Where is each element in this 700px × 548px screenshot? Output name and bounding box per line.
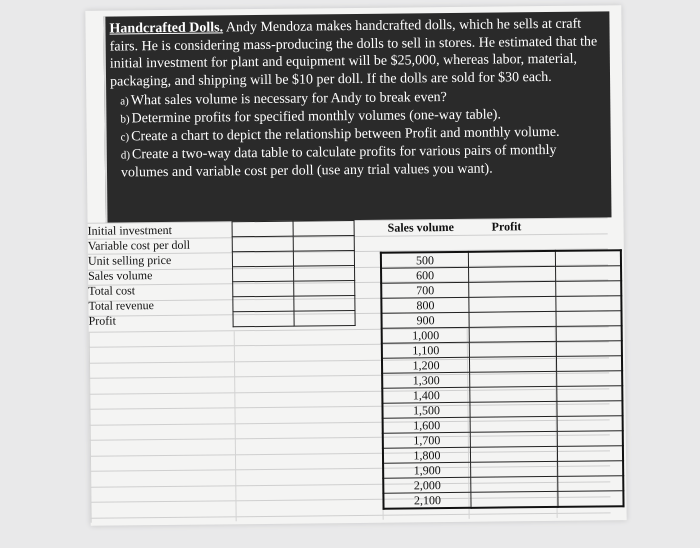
sales-volume-cell[interactable]: 600 bbox=[381, 267, 469, 283]
blank-cell[interactable] bbox=[557, 401, 623, 417]
sales-volume-cell[interactable]: 1,700 bbox=[383, 432, 471, 448]
blank-cell[interactable] bbox=[556, 281, 622, 297]
blank-cell[interactable] bbox=[558, 476, 624, 492]
input-cell[interactable] bbox=[232, 236, 293, 252]
sales-volume-cell[interactable]: 700 bbox=[381, 282, 469, 298]
blank-cell[interactable] bbox=[557, 416, 623, 432]
sales-volume-cell[interactable]: 1,100 bbox=[382, 342, 470, 358]
input-cell[interactable] bbox=[233, 266, 294, 282]
problem-title: Handcrafted Dolls. bbox=[109, 20, 224, 37]
input-cell[interactable] bbox=[233, 281, 294, 297]
label-unit-price: Unit selling price bbox=[87, 252, 172, 268]
sales-volume-cell[interactable]: 800 bbox=[381, 297, 469, 313]
profit-cell[interactable] bbox=[469, 281, 556, 297]
profit-cell[interactable] bbox=[471, 491, 558, 507]
profit-cell[interactable] bbox=[469, 266, 556, 282]
label-profit: Profit bbox=[88, 313, 116, 328]
sales-volume-cell[interactable]: 1,000 bbox=[382, 327, 470, 343]
input-cell[interactable] bbox=[233, 296, 294, 312]
profit-cell[interactable] bbox=[469, 311, 556, 327]
blank-cell[interactable] bbox=[558, 461, 624, 477]
profit-cell[interactable] bbox=[469, 341, 556, 357]
model-input-cells bbox=[232, 220, 356, 327]
model-labels bbox=[88, 222, 239, 329]
question-b: b) Determine profits for specified monthly volumes (one-way table). bbox=[120, 107, 502, 127]
label-sales-volume: Sales volume bbox=[88, 268, 153, 283]
input-cell[interactable] bbox=[232, 221, 293, 237]
input-cell[interactable] bbox=[233, 311, 294, 327]
sales-volume-cell[interactable]: 2,000 bbox=[383, 477, 471, 493]
input-cell[interactable] bbox=[294, 296, 355, 312]
sales-volume-cell[interactable]: 1,200 bbox=[382, 357, 470, 373]
input-cell[interactable] bbox=[293, 251, 354, 267]
blank-cell[interactable] bbox=[556, 326, 622, 342]
profit-cell[interactable] bbox=[471, 476, 558, 492]
problem-statement bbox=[103, 11, 611, 222]
blank-cell[interactable] bbox=[557, 371, 623, 387]
label-total-cost: Total cost bbox=[88, 283, 136, 298]
question-a: a) What sales volume is necessary for Andy to break even? bbox=[120, 90, 447, 109]
input-cell[interactable] bbox=[293, 236, 354, 252]
sales-volume-cell[interactable]: 1,900 bbox=[383, 462, 471, 478]
data-table bbox=[380, 249, 625, 510]
blank-cell[interactable] bbox=[556, 356, 622, 372]
sales-volume-cell[interactable]: 900 bbox=[382, 312, 470, 328]
blank-cell[interactable] bbox=[556, 296, 622, 312]
blank-cell[interactable] bbox=[557, 386, 623, 402]
profit-cell[interactable] bbox=[468, 251, 555, 267]
label-variable-cost: Variable cost per doll bbox=[87, 237, 191, 253]
blank-cell[interactable] bbox=[557, 446, 623, 462]
worksheet-photo bbox=[85, 5, 626, 526]
profit-cell[interactable] bbox=[470, 431, 557, 447]
profit-cell[interactable] bbox=[469, 326, 556, 342]
profit-cell[interactable] bbox=[471, 461, 558, 477]
input-cell[interactable] bbox=[293, 221, 354, 237]
sales-volume-cell[interactable]: 1,500 bbox=[382, 402, 470, 418]
problem-text: Andy Mendoza makes handcrafted dolls, which he sells at craft fairs. He is considering mass-producing the dolls to sell in stores. He estimated that the initial investment for plant and equipment will be $25,000, whereas labor, material, packaging, and shipping will be $10 per doll. If the dolls are sold for $30 each. bbox=[109, 16, 598, 90]
sales-volume-cell[interactable]: 500 bbox=[381, 252, 469, 268]
blank-cell[interactable] bbox=[556, 311, 622, 327]
input-cell[interactable] bbox=[294, 311, 355, 327]
blank-cell[interactable] bbox=[556, 341, 622, 357]
gridline bbox=[91, 512, 611, 518]
profit-cell[interactable] bbox=[470, 371, 557, 387]
profit-cell[interactable] bbox=[470, 386, 557, 402]
question-c: c) Create a chart to depict the relationship between Profit and monthly volume. bbox=[120, 124, 560, 145]
input-cell[interactable] bbox=[294, 281, 355, 297]
profit-cell[interactable] bbox=[470, 401, 557, 417]
profit-cell[interactable] bbox=[469, 356, 556, 372]
label-initial-investment: Initial investment bbox=[87, 222, 173, 238]
label-total-revenue: Total revenue bbox=[88, 298, 154, 313]
input-cell[interactable] bbox=[294, 266, 355, 282]
profit-header: Profit bbox=[491, 219, 522, 234]
blank-cell[interactable] bbox=[556, 266, 622, 282]
blank-cell[interactable] bbox=[557, 431, 623, 447]
sales-volume-cell[interactable]: 1,400 bbox=[382, 387, 470, 403]
sales-volume-cell[interactable]: 2,100 bbox=[383, 492, 471, 508]
sales-volume-cell[interactable]: 1,300 bbox=[382, 372, 470, 388]
blank-cell[interactable] bbox=[558, 491, 624, 507]
profit-cell[interactable] bbox=[470, 416, 557, 432]
question-list bbox=[110, 87, 607, 181]
profit-cell[interactable] bbox=[470, 446, 557, 462]
table-row bbox=[383, 491, 623, 509]
input-cell[interactable] bbox=[232, 251, 293, 267]
sales-volume-header: Sales volume bbox=[387, 219, 455, 235]
sales-volume-cell[interactable]: 1,800 bbox=[383, 447, 471, 463]
question-d: d) Create a two-way data table to calculate profits for various pairs of monthly volumes and variable cost per doll (use any trial values you want). bbox=[120, 142, 557, 181]
profit-cell[interactable] bbox=[469, 296, 556, 312]
sales-volume-cell[interactable]: 1,600 bbox=[383, 417, 471, 433]
blank-cell[interactable] bbox=[555, 250, 621, 266]
